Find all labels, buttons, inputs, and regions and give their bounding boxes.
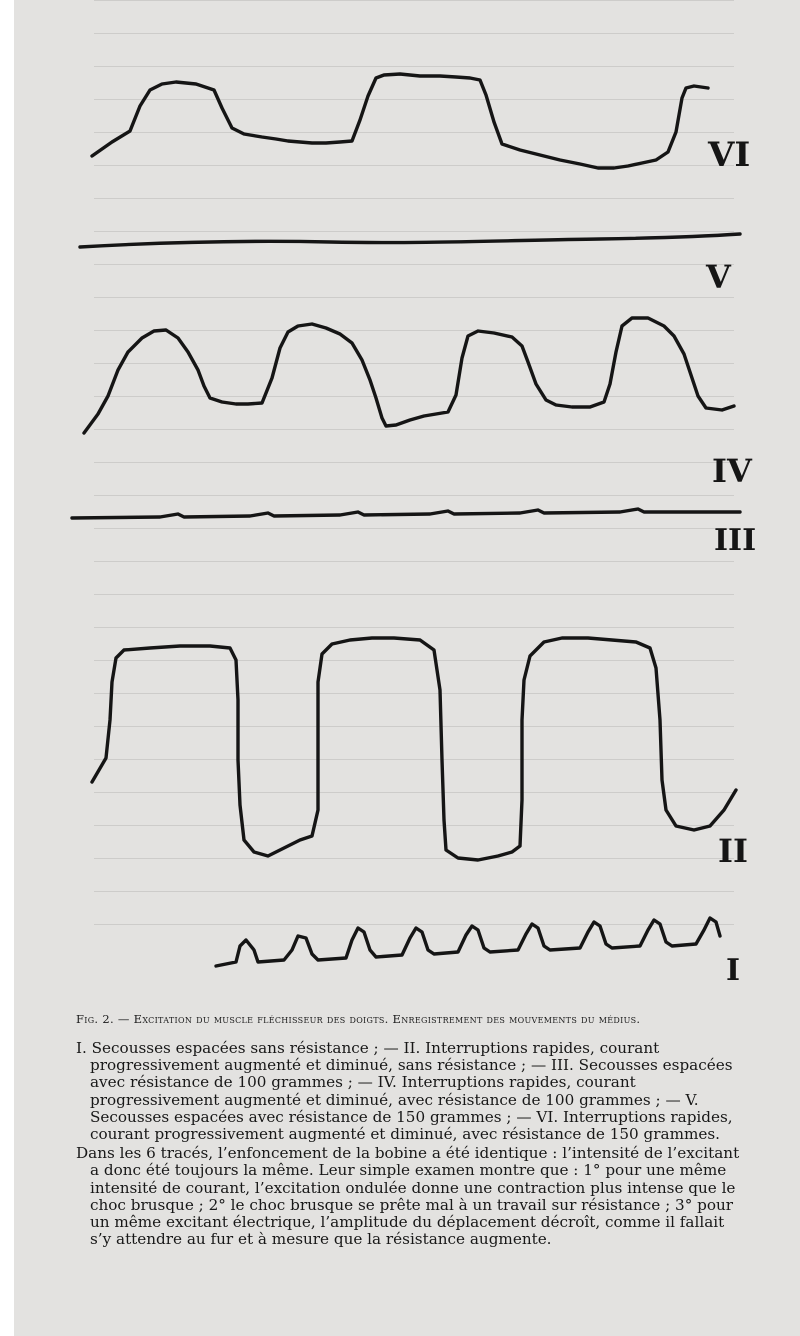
legend-items: I. Secousses espacées sans résistance ; — II. Interruptions rapides, courant progressivement augmenté et diminué, sans résistance ; — III. Secousses espacées avec résistance de 100 grammes ; — IV. Interruptions rapides, courant progressivement augmenté et diminué, avec résistance de 100 grammes ; — V. Secousses espacées avec résistance de 150 grammes ; — VI. Interruptions rapides, courant progressivement augmenté et diminué, avec résistance de 150 grammes. [76,1039,733,1144]
trace-label-v: V [706,258,731,296]
trace-label-ii: II [718,832,748,870]
figure-legend [76,1040,744,1250]
figure-caption: Fig. 2. — Excitation du muscle fléchisseur des doigts. Enregistrement des mouvements du médius. [76,1012,641,1026]
trace-vi [92,74,708,168]
trace-label-vi: VI [708,135,751,175]
trace-i [216,918,720,966]
legend-conclusion: Dans les 6 tracés, l’enfoncement de la bobine a été identique : l’intensité de l’excitant a donc été toujours la même. Leur simple examen montre que : 1° pour une même intensité de courant, l’excitation ondulée donne une contraction plus intense que le choc brusque ; 2° le choc brusque se prête mal à un travail sur résistance ; 3° pour un même excitant électrique, l’amplitude du déplacement décroît, comme il fallait s’y attendre au fur et à mesure que la résistance augmente. [76,1144,740,1249]
trace-label-iv: IV [712,452,752,490]
trace-v [80,234,740,247]
trace-iv [84,318,734,433]
trace-label-iii: III [714,523,757,558]
trace-ii [92,638,736,860]
trace-label-i: I [726,953,741,988]
trace-iii [72,509,740,518]
